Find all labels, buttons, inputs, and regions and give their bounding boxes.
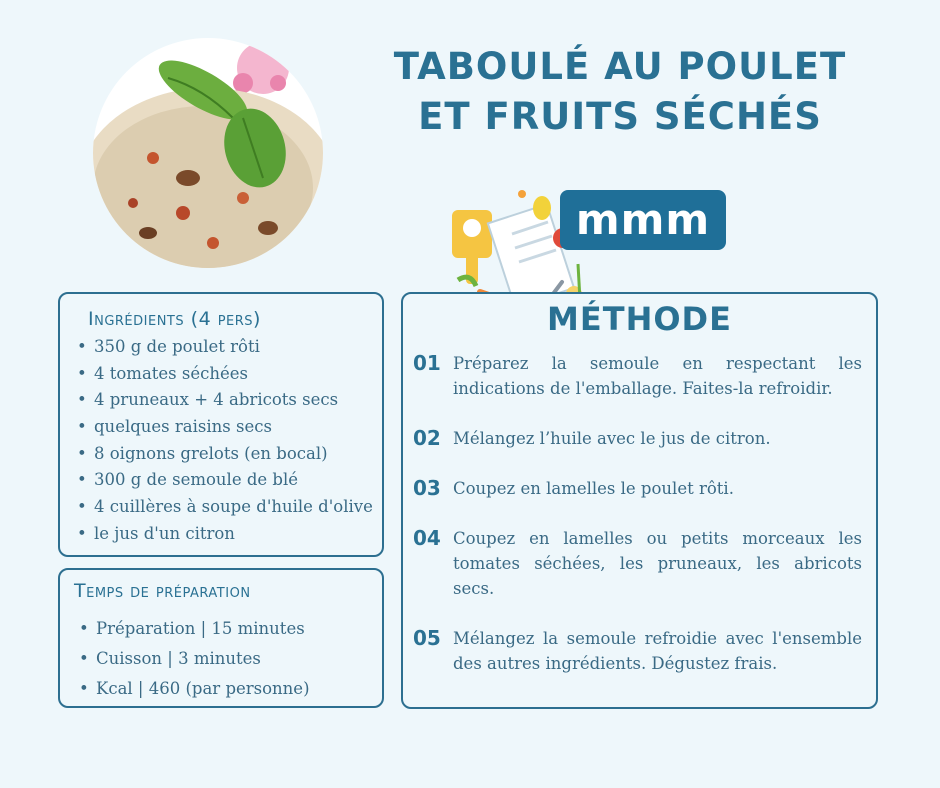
ingredients-box — [58, 292, 384, 557]
step-text: Coupez en lamelles ou petits morceaux les tomates séchées, les pruneaux, les abricots secs. — [453, 529, 862, 598]
ingredient-item: • 300 g de semoule de blé — [74, 467, 373, 494]
ingredient-item: • 350 g de poulet rôti — [74, 334, 373, 361]
ingredient-item: • 4 tomates séchées — [74, 361, 373, 388]
step-text: Mélangez l’huile avec le jus de citron. — [453, 429, 771, 448]
ingredient-item: • 8 oignons grelots (en bocal) — [74, 441, 373, 468]
step-number: 05 — [413, 626, 441, 650]
mmm-badge: mmm — [560, 190, 726, 250]
prep-time-title: Temps de préparation — [74, 580, 251, 602]
title-line-1: TABOULÉ AU POULET — [393, 45, 847, 88]
prep-time-item: • Préparation | 15 minutes — [76, 614, 310, 644]
ingredients-title: Ingrédients (4 pers) — [88, 308, 261, 330]
step-text: Coupez en lamelles le poulet rôti. — [453, 479, 734, 498]
ingredients-list — [74, 334, 373, 548]
step-number: 04 — [413, 526, 441, 550]
ingredient-item: • 4 cuillères à soupe d'huile d'olive — [74, 494, 373, 521]
recipe-title — [380, 42, 860, 142]
ingredient-item: • le jus d'un citron — [74, 521, 373, 548]
step-text: Mélangez la semoule refroidie avec l'ensemble des autres ingrédients. Dégustez frais. — [453, 629, 862, 673]
prep-time-item: • Cuisson | 3 minutes — [76, 644, 310, 674]
step-number: 02 — [413, 426, 441, 450]
prep-time-box — [58, 568, 384, 708]
method-title: MÉTHODE — [547, 300, 732, 338]
ingredient-item: • quelques raisins secs — [74, 414, 373, 441]
method-box — [401, 292, 878, 709]
ingredient-item: • 4 pruneaux + 4 abricots secs — [74, 387, 373, 414]
prep-time-item: • Kcal | 460 (par personne) — [76, 674, 310, 704]
title-line-2: ET FRUITS SÉCHÉS — [418, 95, 822, 138]
dish-photo — [93, 38, 323, 268]
step-number: 03 — [413, 476, 441, 500]
step-text: Préparez la semoule en respectant les indications de l'emballage. Faites-la refroidir. — [453, 354, 862, 398]
prep-time-list — [76, 614, 310, 704]
step-number: 01 — [413, 351, 441, 375]
